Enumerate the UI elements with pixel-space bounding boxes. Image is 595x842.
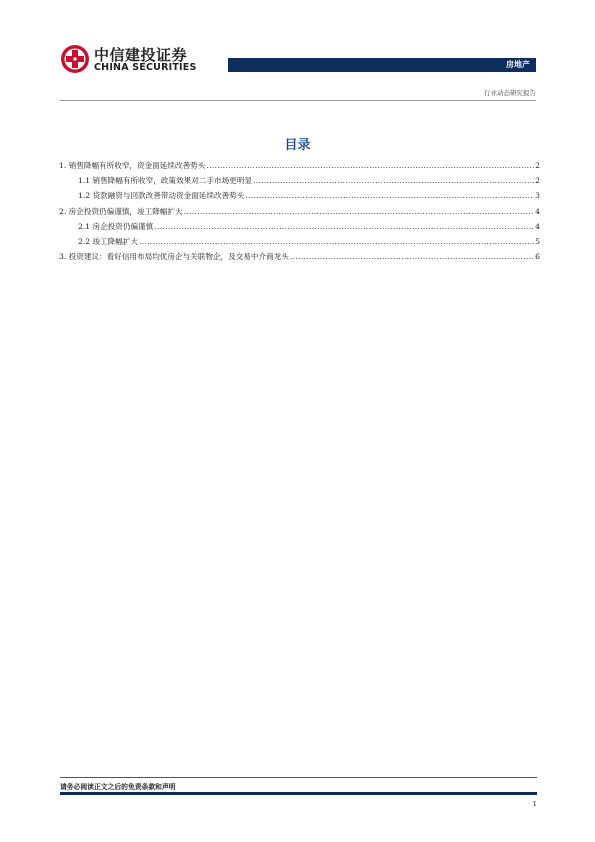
header-divider (60, 100, 536, 101)
toc-dot-leader (253, 176, 534, 185)
toc-entry-label: 2. 房企投资仍偏谨慎，竣工降幅扩大 (59, 206, 183, 216)
toc-entry-label: 1.1 销售降幅有所收窄，政策效果对二手市场更明显 (78, 176, 252, 186)
toc-entry-page: 5 (535, 236, 540, 246)
toc-dot-leader (139, 237, 534, 246)
toc-dot-leader (154, 222, 534, 231)
toc-dot-leader (206, 161, 534, 170)
toc-entry-page: 4 (535, 206, 540, 216)
footer-divider (60, 777, 537, 778)
toc-dot-leader (290, 252, 534, 261)
toc-entry[interactable] (59, 160, 540, 175)
china-securities-logo-icon (60, 44, 90, 74)
page-number: 1 (532, 800, 537, 808)
toc-entry[interactable] (59, 251, 540, 266)
logo-chinese-name: 中信建投证券 (94, 46, 188, 64)
header-sector-bar (228, 58, 536, 72)
table-of-contents (59, 160, 540, 266)
toc-entry-label: 3. 投资建议：看好信用布局均优房企与关联物企，及交易中介商龙头 (59, 252, 289, 262)
toc-entry-label: 1. 销售降幅有所收窄，资金面延续改善势头 (59, 161, 206, 170)
toc-entry[interactable] (59, 206, 540, 221)
toc-entry-page: 2 (535, 176, 540, 186)
report-type-label: 行业动态研究报告 (484, 89, 536, 97)
toc-title: 目录 (284, 138, 311, 153)
toc-entry-label: 1.2 贷款融资与回款改善带动资金面延续改善势头 (78, 191, 245, 201)
disclaimer-note: 请务必阅读正文之后的免责条款和声明 (60, 783, 176, 791)
toc-entry[interactable] (59, 236, 540, 251)
toc-dot-leader (184, 207, 535, 216)
toc-entry-label: 2.1 房企投资仍偏谨慎 (78, 221, 154, 231)
toc-entry-label: 2.2 竣工降幅扩大 (78, 236, 139, 246)
toc-entry-page: 3 (535, 191, 540, 201)
toc-entry-page: 4 (535, 221, 540, 231)
toc-entry[interactable] (59, 221, 540, 236)
footer-bar (60, 792, 537, 795)
toc-entry[interactable] (59, 190, 540, 205)
toc-dot-leader (245, 191, 534, 200)
toc-entry-page: 6 (535, 252, 540, 262)
toc-entry[interactable] (59, 175, 540, 190)
logo-english-name: CHINA SECURITIES (94, 62, 197, 73)
sector-label: 房地产 (506, 60, 530, 69)
toc-entry-page: 2 (535, 161, 540, 170)
